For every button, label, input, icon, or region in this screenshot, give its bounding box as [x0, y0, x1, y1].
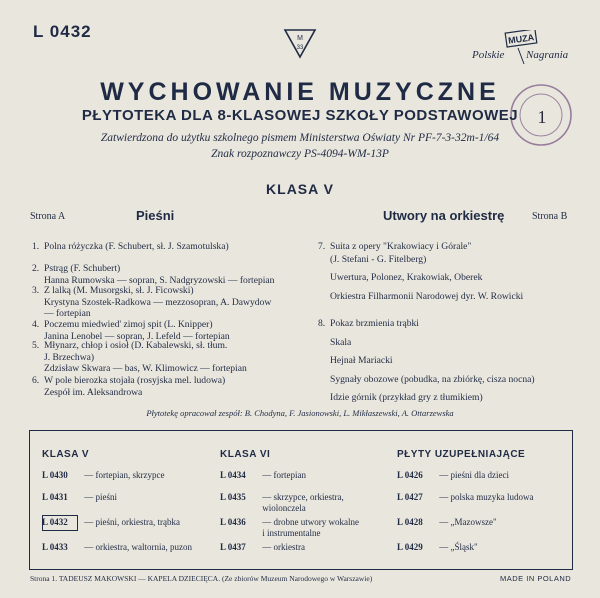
cover-art-credit: Strona 1. TADEUSZ MAKOWSKI — KAPELA DZIECIĘCA. (Ze zbiorów Muzeum Narodowego w Warszawie)	[30, 574, 373, 583]
disc-code: L 0430	[42, 470, 68, 480]
disc-code: L 0436	[220, 517, 246, 527]
disc-description: — fortepian, skrzypce	[82, 470, 165, 480]
track-line	[318, 318, 535, 330]
page-subtitle: PŁYTOTEKA DLA 8-KLASOWEJ SZKOŁY PODSTAWOWEJ	[81, 107, 519, 124]
disc-description: — pieśni, orkiestra, trąbka	[82, 517, 180, 527]
track-text: Orkiestra Filharmonii Narodowej dyr. W. Rowicki	[330, 290, 524, 302]
disc-code: L 0431	[42, 492, 68, 502]
track-text: Z lalką (M. Musorgski, sł. J. Ficowski)	[44, 285, 194, 296]
catalog-entry-line	[220, 542, 305, 553]
catalog-entry-line	[220, 517, 359, 528]
track-line	[32, 297, 271, 309]
track-number: 2.	[32, 263, 40, 274]
catalog-entry-line	[397, 470, 509, 481]
identification-code: Znak rozpoznawczy PS-4094-WM-13P	[211, 148, 389, 160]
catalog-entry	[220, 517, 359, 538]
side-b-heading: Utwory na orkiestrę	[383, 208, 505, 223]
disc-code: L 0435	[220, 492, 246, 502]
disc-description: — drobne utwory wokalne	[260, 517, 359, 527]
track-line	[32, 285, 271, 297]
track-line	[32, 363, 247, 375]
disc-code: L 0428	[397, 517, 423, 527]
track-line	[32, 352, 247, 364]
catalog-entry-line	[42, 517, 180, 528]
disc-description: — orkiestra	[260, 542, 305, 552]
disc-description: — pieśni dla dzieci	[437, 470, 509, 480]
track-line	[318, 254, 523, 266]
catalog-entry-line	[220, 492, 344, 503]
catalog-column-heading: KLASA VI	[220, 449, 271, 460]
svg-text:Nagrania: Nagrania	[526, 49, 569, 61]
catalog-entry	[397, 470, 509, 481]
track-text: Hejnał Mariacki	[330, 355, 393, 366]
disc-code: L 0426	[397, 470, 423, 480]
class-heading: KLASA V	[266, 181, 334, 197]
disc-code: L 0432	[42, 517, 68, 527]
track-number: 5.	[32, 340, 40, 351]
track-text: Sygnały obozowe (pobudka, na zbiórkę, cisza nocna)	[330, 373, 535, 385]
track-line	[32, 340, 247, 352]
svg-text:MUZA: MUZA	[507, 32, 535, 46]
catalog-entry-line	[220, 503, 344, 514]
disc-code: L 0434	[220, 470, 246, 480]
track-line	[32, 263, 274, 275]
track-line	[318, 241, 523, 253]
side-a-track-2	[32, 263, 274, 286]
catalog-entry-line	[397, 542, 478, 553]
made-in-label: MADE IN POLAND	[500, 574, 572, 583]
track-line	[32, 308, 271, 320]
catalog-entry	[42, 542, 192, 553]
disc-description: — skrzypce, orkiestra,	[260, 492, 344, 502]
disc-description: wiolonczela	[260, 502, 306, 513]
track-text: Skala	[330, 336, 352, 348]
disc-code: L 0427	[397, 492, 423, 502]
catalog-entry-line	[220, 470, 306, 481]
muza-triangle-icon	[283, 26, 317, 60]
side-a-track-5	[32, 340, 247, 375]
catalog-entry-line	[42, 542, 192, 553]
catalog-number: L 0432	[33, 22, 92, 41]
page-title: WYCHOWANIE MUZYCZNE	[100, 78, 500, 106]
track-number: 6.	[32, 375, 40, 386]
track-text: Janina Lenobel — sopran, J. Lefeld — fortepian	[44, 330, 230, 342]
side-a-label: Strona A	[30, 211, 66, 222]
track-text: Pstrąg (F. Schubert)	[44, 263, 121, 274]
catalog-entry-line	[42, 470, 164, 481]
track-text: Hanna Rumowska — sopran, S. Nadgryzowski — fortepian	[44, 274, 275, 286]
track-text: Krystyna Szostek-Radkowa — mezzosopran, A. Dawydow	[44, 296, 272, 308]
track-text: Idzie górnik (przykład gry z tłumikiem)	[330, 392, 483, 403]
side-b-track-1	[318, 241, 523, 302]
disc-code: L 0429	[397, 542, 423, 552]
track-number: 3.	[32, 285, 40, 296]
disc-code: L 0433	[42, 542, 68, 552]
svg-text:Polskie: Polskie	[472, 49, 505, 61]
catalog-entry	[220, 542, 305, 553]
track-text: Zespół im. Aleksandrowa	[44, 386, 143, 398]
track-line	[32, 375, 225, 387]
track-text: Uwertura, Polonez, Krakowiak, Oberek	[330, 272, 483, 283]
catalog-entry-line	[220, 528, 359, 539]
disc-description: — fortepian	[260, 470, 306, 480]
compilers-credit: Płytotekę opracował zespół: B. Chodyna, F. Jasionowski, L. Mikłaszewski, A. Ottarzewska	[146, 408, 454, 418]
track-text: Suita z opery "Krakowiacy i Górale"	[330, 241, 472, 252]
disc-description: — „Śląsk"	[437, 542, 478, 552]
catalog-entry	[397, 542, 478, 553]
catalog-column-heading: PŁYTY UZUPEŁNIAJĄCE	[397, 449, 526, 460]
catalog-entry	[220, 492, 344, 513]
side-b-label: Strona B	[532, 211, 568, 222]
track-number: 1.	[32, 241, 40, 252]
disc-code: L 0437	[220, 542, 246, 552]
stamp-number: 1	[537, 107, 547, 127]
track-line	[318, 392, 535, 404]
track-text: Zdzisław Skwara — bas, W. Klimowicz — fortepian	[44, 363, 247, 374]
emblem-letter: M	[297, 35, 303, 42]
track-line	[318, 374, 535, 386]
side-b-track-2	[318, 318, 535, 404]
disc-description: — „Mazowsze"	[437, 517, 497, 527]
track-line	[318, 291, 523, 303]
catalog-entry	[42, 470, 164, 481]
disc-description: — pieśni	[82, 492, 117, 502]
muza-logo-icon	[468, 30, 578, 72]
track-text: Młynarz, chłop i osioł (D. Kabalewski, sł. tłum.	[44, 340, 228, 351]
side-a-track-4	[32, 319, 230, 342]
track-text: J. Brzechwa)	[44, 351, 95, 363]
catalog-entry-line	[397, 517, 497, 528]
track-line	[32, 319, 230, 331]
catalog-entry	[42, 492, 117, 503]
catalog-entry	[397, 517, 497, 528]
side-a-track-1	[32, 241, 229, 253]
disc-description: — orkiestra, waltornia, puzon	[82, 542, 192, 552]
catalog-entry	[42, 517, 180, 528]
track-line	[318, 272, 523, 284]
track-text: Polna różyczka (F. Schubert, sł. J. Szamotulska)	[44, 241, 229, 252]
track-text: Poczemu miedwied' zimoj spit (L. Knipper)	[44, 319, 213, 330]
track-text: (J. Stefani - G. Fitelberg)	[330, 253, 427, 265]
track-text: — fortepian	[44, 308, 91, 319]
track-line	[318, 355, 535, 367]
track-line	[318, 337, 535, 349]
approval-note: Zatwierdzona do użytku szkolnego pismem Ministerstwa Oświaty Nr PF-7-3-32m-1/64	[100, 132, 500, 144]
track-number: 8.	[318, 318, 326, 329]
catalog-entry-line	[42, 492, 117, 503]
catalog-entry-line	[397, 492, 533, 503]
catalog-entry	[397, 492, 533, 503]
track-number: 7.	[318, 241, 326, 252]
track-text: W pole bierozka stojała (rosyjska mel. ludowa)	[44, 375, 226, 386]
track-line	[32, 387, 225, 399]
disc-description: i instrumentalne	[260, 527, 321, 538]
track-text: Pokaz brzmienia trąbki	[330, 318, 419, 329]
side-a-track-3	[32, 285, 271, 320]
disc-description: — polska muzyka ludowa	[437, 492, 534, 502]
side-a-heading: Pieśni	[136, 208, 175, 223]
catalog-entry	[220, 470, 306, 481]
catalog-column-heading: KLASA V	[42, 449, 90, 460]
emblem-number: 33	[296, 45, 304, 51]
track-number: 4.	[32, 319, 40, 330]
side-a-track-6	[32, 375, 225, 398]
track-line	[32, 241, 229, 253]
